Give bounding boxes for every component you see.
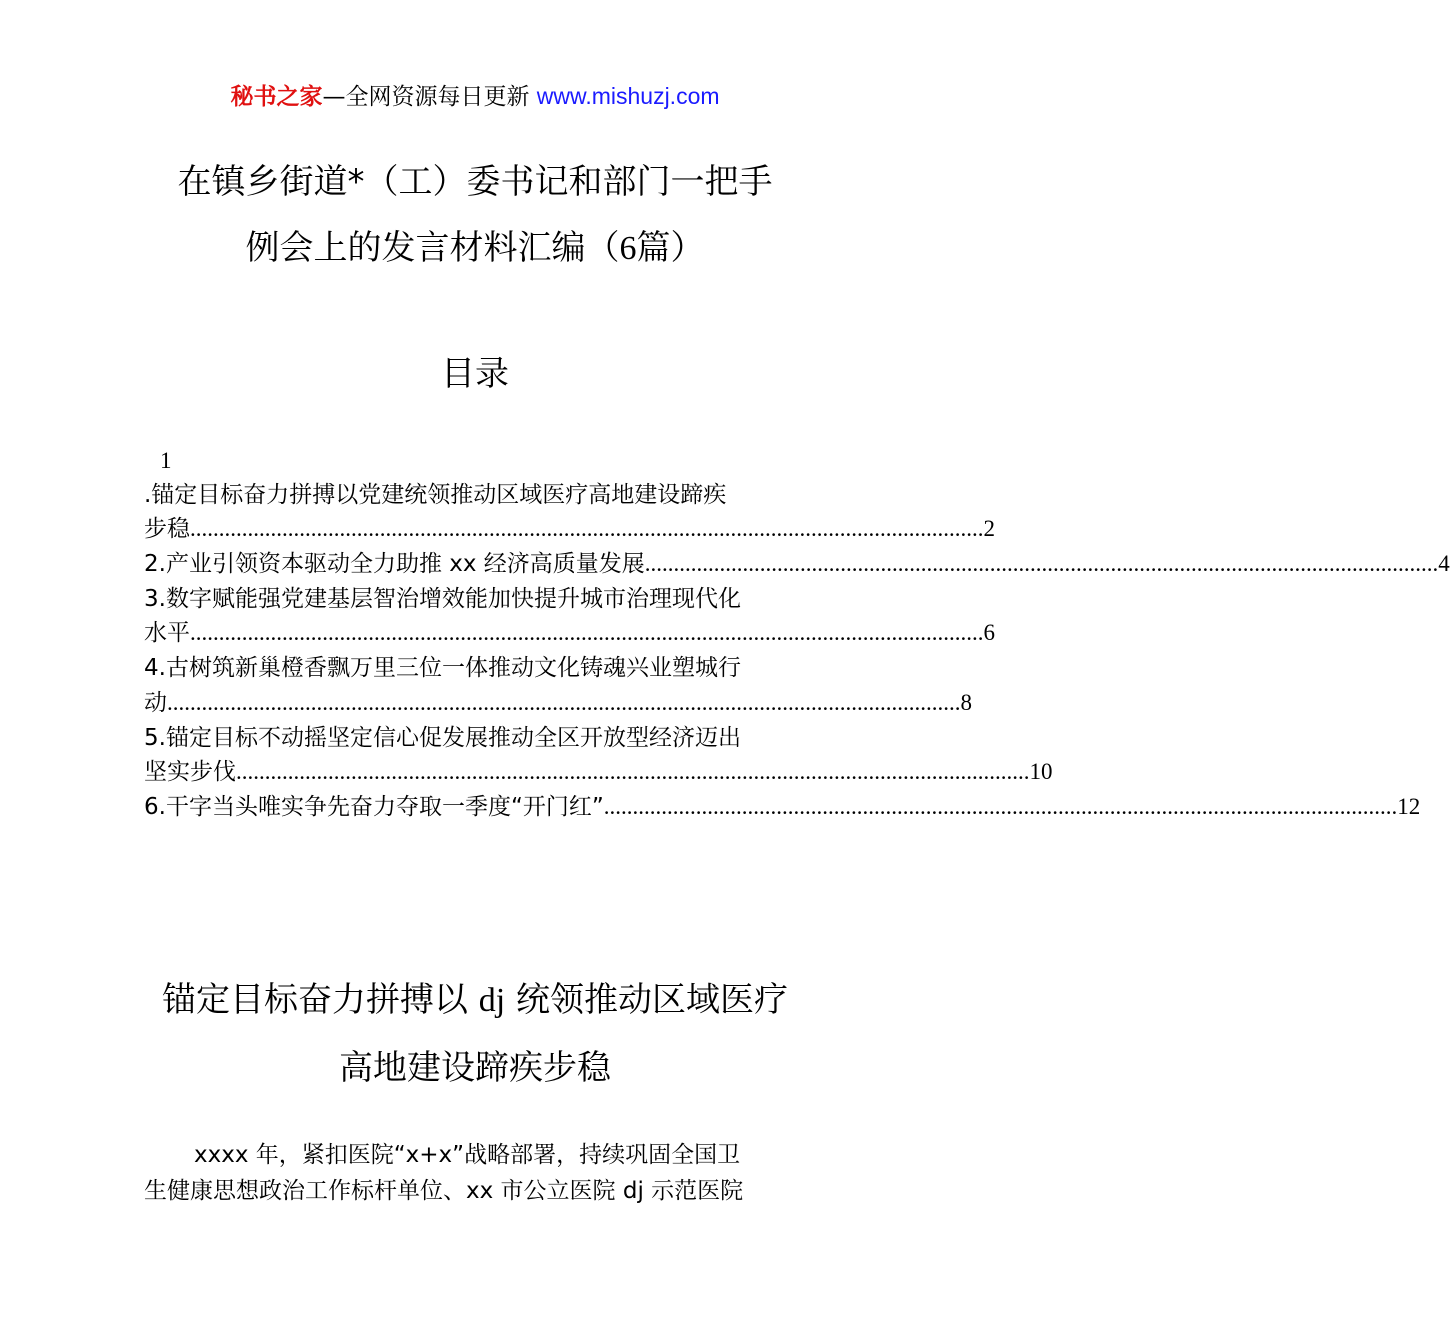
toc-item-6[interactable]: 6.干字当头唯实争先奋力夺取一季度“开门红” .......................................................................................................................................... 12	[144, 790, 806, 824]
toc-item-4-continued[interactable]: 动 .......................................................................................................................................... 8	[144, 686, 806, 720]
document-title-line-1: 在镇乡街道*（工）委书记和部门一把手	[177, 162, 773, 202]
toc-item-4[interactable]: 4.古树筑新巢橙香飘万里三位一体推动文化铸魂兴业塑城行	[144, 655, 741, 681]
leader-dots: ..........................................................................................................................................	[190, 620, 984, 645]
leader-dots: ..........................................................................................................................................	[236, 759, 1030, 784]
site-header	[0, 80, 950, 113]
leader-dots: ..........................................................................................................................................	[190, 516, 984, 541]
toc-page-number: 12	[1397, 794, 1421, 819]
slogan: —全网资源每日更新	[322, 84, 537, 110]
leader-dots: ..........................................................................................................................................	[644, 551, 1439, 576]
leader-dots: ..........................................................................................................................................	[603, 794, 1398, 819]
toc-item-1[interactable]: .锚定目标奋力拼搏以党建统领推动区域医疗高地建设蹄疾	[144, 482, 727, 508]
toc-page-number: 10	[1029, 759, 1053, 784]
toc-item-1-continued[interactable]: 步稳 .......................................................................................................................................... 2	[144, 512, 806, 546]
toc-item-3[interactable]: 3.数字赋能强党建基层智治增效能加快提升城市治理现代化	[144, 586, 741, 612]
toc-item-2[interactable]: 2.产业引领资本驱动全力助推 xx 经济高质量发展 .......................................................................................................................................... 4	[144, 547, 806, 581]
document-title-line-2: 例会上的发言材料汇编（6篇）	[245, 228, 705, 268]
toc-page-number: 2	[983, 516, 995, 541]
toc-page-number: 8	[960, 690, 972, 715]
leader-dots: ..........................................................................................................................................	[167, 690, 961, 715]
body-line: 生健康思想政治工作标杆单位、xx 市公立医院 dj 示范医院	[144, 1178, 744, 1204]
brand-name: 秘书之家	[230, 84, 323, 110]
toc-item-5-continued[interactable]: 坚实步伐 .......................................................................................................................................... 10	[144, 755, 806, 789]
section-title-line-1: 锚定目标奋力拼搏以 dj 统领推动区域医疗	[161, 980, 789, 1020]
toc-item-3-continued[interactable]: 水平 .......................................................................................................................................... 6	[144, 616, 806, 650]
section-title-line-2: 高地建设蹄疾步稳	[339, 1048, 611, 1088]
toc-item-5[interactable]: 5.锚定目标不动摇坚定信心促发展推动全区开放型经济迈出	[144, 725, 741, 751]
toc-heading: 目录	[441, 354, 509, 394]
toc-page-number: 4	[1438, 551, 1450, 576]
toc-page-number: 6	[983, 620, 995, 645]
toc-item-1-number: 1	[160, 448, 172, 473]
site-url-link[interactable]: www.mishuzj.com	[536, 83, 720, 109]
body-line: xxxx 年，紧扣医院“x+x”战略部署，持续巩固全国卫	[194, 1142, 741, 1168]
